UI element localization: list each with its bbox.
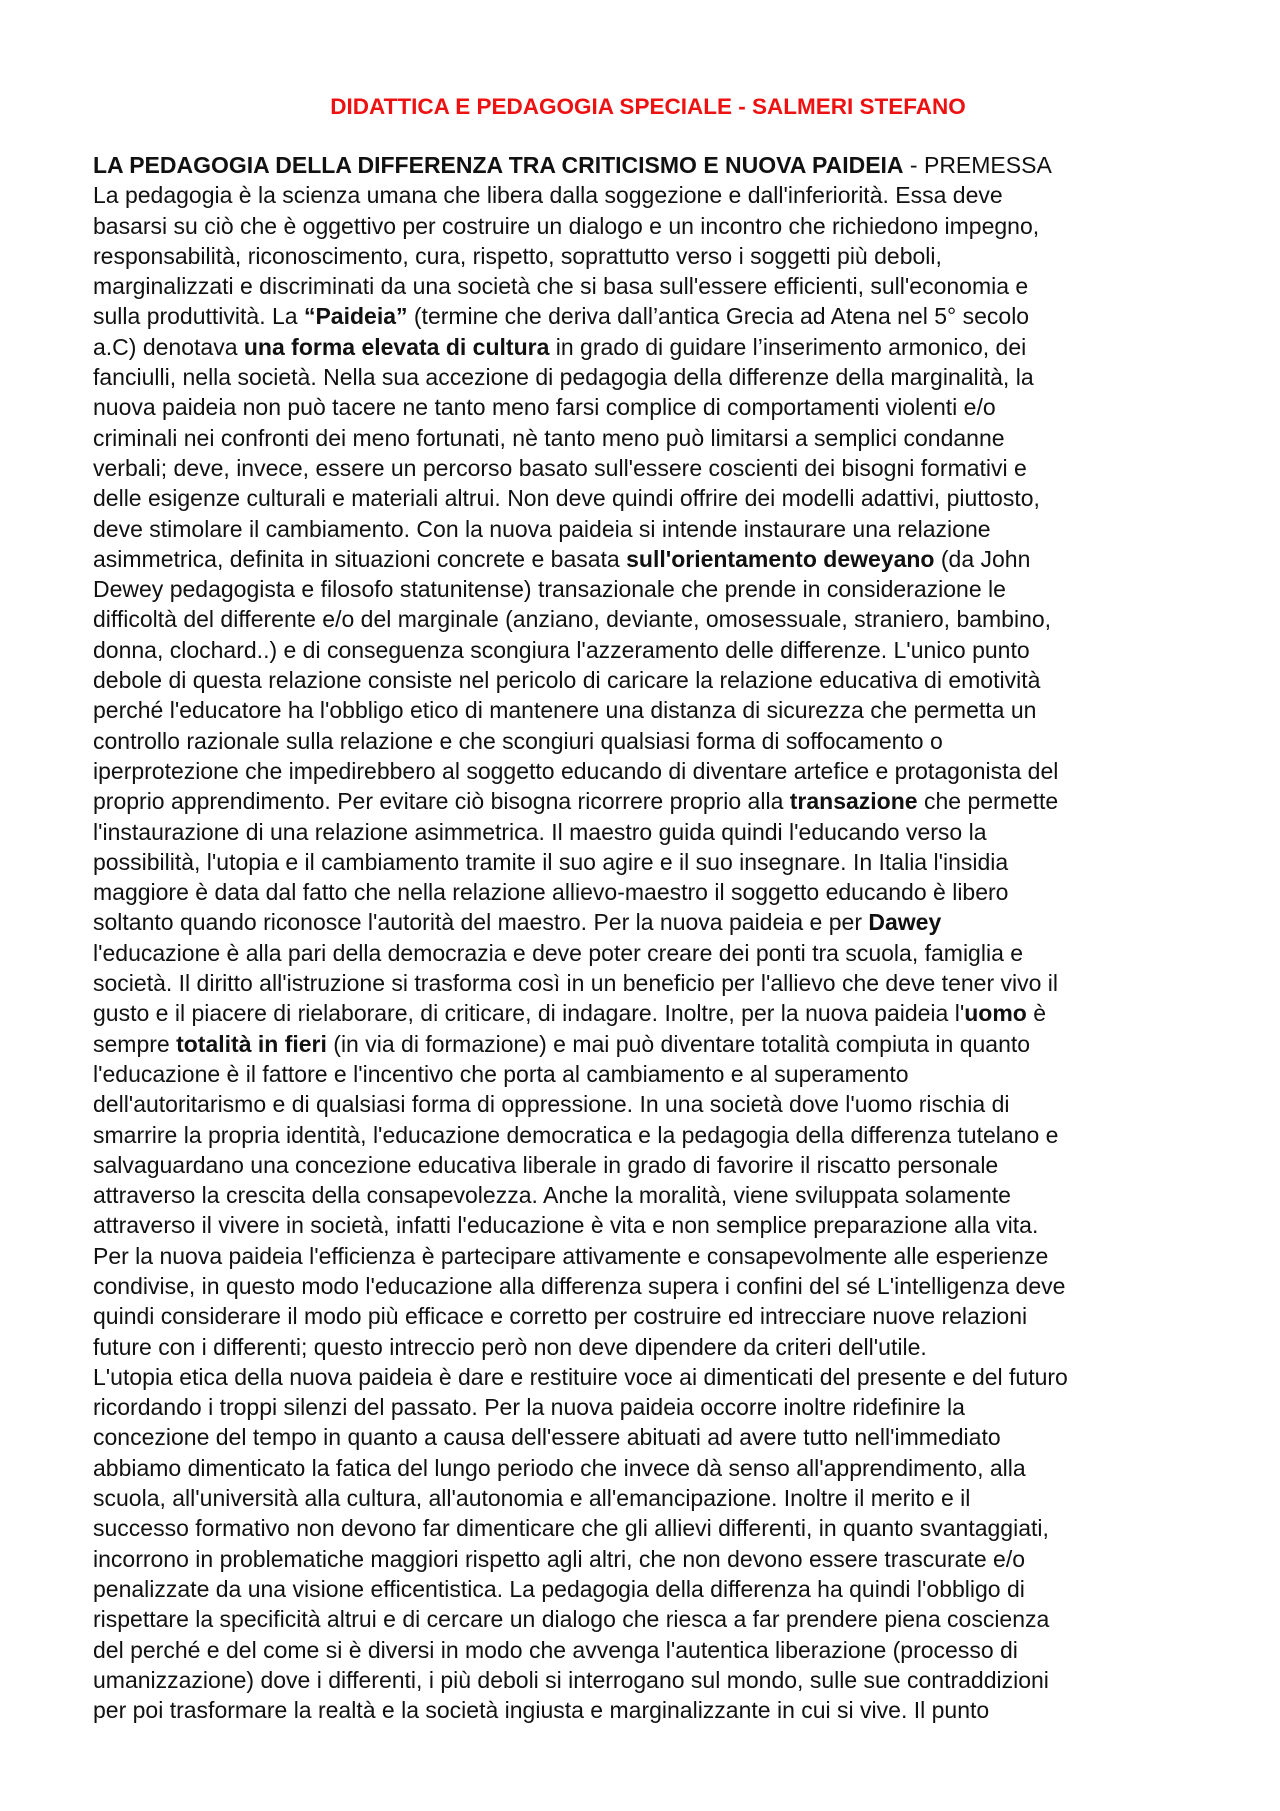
text-line	[93, 211, 1203, 241]
text-line	[93, 1362, 1203, 1392]
text-run: fanciulli, nella società. Nella sua accezione di pedagogia della differenze della marginalità, la	[93, 364, 1034, 391]
text-run: dell'autoritarismo e di qualsiasi forma di oppressione. In una società dove l'uomo rischia di	[93, 1091, 1010, 1118]
text-run: possibilità, l'utopia e il cambiamento tramite il suo agire e il suo insegnare. In Italia l'insidia	[93, 848, 1009, 875]
text-run: per poi trasformare la realtà e la società ingiusta e marginalizzante in cui si vive. Il punto	[93, 1697, 990, 1724]
text-line	[93, 544, 1203, 574]
text-run: debole di questa relazione consiste nel pericolo di caricare la relazione educativa di emotività	[93, 667, 1041, 694]
text-run: marginalizzati e discriminati da una società che si basa sull'essere efficienti, sull'economia e	[93, 273, 1029, 300]
text-line	[93, 574, 1203, 604]
text-run: abbiamo dimenticato la fatica del lungo periodo che invece dà senso all'apprendimento, alla	[93, 1454, 1026, 1481]
text-run: future con i differenti; questo intreccio però non deve dipendere da criteri dell'utile.	[93, 1333, 927, 1360]
text-run: (da John	[934, 545, 1031, 572]
text-line	[93, 907, 1203, 937]
text-run: soltanto quando riconosce l'autorità del maestro. Per la nuova paideia e per	[93, 909, 869, 936]
text-line	[93, 877, 1203, 907]
section-heading-suffix: - PREMESSA	[903, 152, 1052, 178]
text-run: incorrono in problematiche maggiori rispetto agli altri, che non devono essere trascurate e/o	[93, 1545, 1026, 1572]
text-run: proprio apprendimento. Per evitare ciò bisogna ricorrere proprio alla	[93, 788, 790, 815]
text-line	[93, 786, 1203, 816]
text-run: (in via di formazione) e mai può diventare totalità compiuta in quanto	[326, 1030, 1031, 1057]
text-line	[93, 483, 1203, 513]
text-run: (termine che deriva dall’antica Grecia ad Atena nel 5° secolo	[407, 303, 1030, 330]
text-line	[93, 817, 1203, 847]
text-line	[93, 998, 1203, 1028]
text-run: smarrire la propria identità, l'educazione democratica e la pedagogia della differenza tutelano e	[93, 1121, 1059, 1148]
text-run: penalizzate da una visione efficentistica. La pedagogia della differenza ha quindi l'obbligo di	[93, 1575, 1025, 1602]
text-run: Per la nuova paideia l'efficienza è partecipare attivamente e consapevolmente alle esperienze	[93, 1242, 1049, 1269]
section-heading-bold: LA PEDAGOGIA DELLA DIFFERENZA TRA CRITICISMO E NUOVA PAIDEIA	[93, 152, 904, 178]
text-line	[93, 1483, 1203, 1513]
bold-phrase: sull'orientamento deweyano	[626, 545, 935, 572]
text-line	[93, 301, 1203, 331]
text-line	[93, 332, 1203, 362]
text-line	[93, 1665, 1203, 1695]
text-run: umanizzazione) dove i differenti, i più deboli si interrogano sul mondo, sulle sue contraddizioni	[93, 1666, 1049, 1693]
text-line	[93, 1210, 1203, 1240]
text-line	[93, 665, 1203, 695]
text-line	[93, 938, 1203, 968]
bold-phrase: “Paideia”	[303, 303, 408, 330]
text-line	[93, 180, 1203, 210]
text-line	[93, 1120, 1203, 1150]
text-run: ricordando i troppi silenzi del passato. Per la nuova paideia occorre inoltre ridefinire la	[93, 1394, 965, 1421]
text-run: successo formativo non devono far dimenticare che gli allievi differenti, in quanto svantaggiati,	[93, 1515, 1049, 1542]
text-line	[93, 847, 1203, 877]
text-line	[93, 271, 1203, 301]
bold-phrase: totalità in fieri	[176, 1030, 327, 1057]
text-run: è	[1026, 1000, 1047, 1027]
text-line	[93, 726, 1203, 756]
text-line	[93, 514, 1203, 544]
text-run: attraverso la crescita della consapevolezza. Anche la moralità, viene sviluppata solamente	[93, 1182, 1011, 1209]
text-run: nuova paideia non può tacere ne tanto meno farsi complice di comportamenti violenti e/o	[93, 394, 996, 421]
text-line	[93, 1029, 1203, 1059]
text-run: maggiore è data dal fatto che nella relazione allievo-maestro il soggetto educando è libero	[93, 879, 1009, 906]
text-run: controllo razionale sulla relazione e che scongiuri qualsiasi forma di soffocamento o	[93, 727, 943, 754]
text-line	[93, 1059, 1203, 1089]
text-line	[93, 1271, 1203, 1301]
text-run: difficoltà del differente e/o del marginale (anziano, deviante, omosessuale, straniero, bambino,	[93, 606, 1052, 633]
text-run: delle esigenze culturali e materiali altrui. Non deve quindi offrire dei modelli adattivi, piuttosto,	[93, 485, 1040, 512]
text-line	[93, 1695, 1203, 1725]
text-line	[93, 1453, 1203, 1483]
text-line	[93, 1635, 1203, 1665]
text-line	[93, 635, 1203, 665]
text-line	[93, 1180, 1203, 1210]
document-page	[93, 90, 1203, 1725]
text-run: rispettare la specificità altrui e di cercare un dialogo che riesca a far prendere piena coscienza	[93, 1606, 1050, 1633]
text-line	[93, 1422, 1203, 1452]
bold-phrase: transazione	[789, 788, 918, 815]
text-line	[93, 241, 1203, 271]
text-run: salvaguardano una concezione educativa liberale in grado di favorire il riscatto personale	[93, 1151, 999, 1178]
text-run: verbali; deve, invece, essere un percorso basato sull'essere coscienti dei bisogni formativi e	[93, 454, 1027, 481]
text-line	[93, 423, 1203, 453]
text-line	[93, 1089, 1203, 1119]
text-run: del perché e del come si è diversi in modo che avvenga l'autentica liberazione (processo di	[93, 1636, 1018, 1663]
text-run: basarsi su ciò che è oggettivo per costruire un dialogo e un incontro che richiedono impegno,	[93, 212, 1040, 239]
text-run: donna, clochard..) e di conseguenza scongiura l'azzeramento delle differenze. L'unico punto	[93, 636, 1030, 663]
text-run: l'educazione è il fattore e l'incentivo che porta al cambiamento e al superamento	[93, 1060, 909, 1087]
text-run: criminali nei confronti dei meno fortunati, nè tanto meno può limitarsi a semplici condanne	[93, 424, 1005, 451]
text-run: l'instaurazione di una relazione asimmetrica. Il maestro guida quindi l'educando verso la	[93, 818, 987, 845]
text-line	[93, 1332, 1203, 1362]
text-line	[93, 604, 1203, 634]
text-run: perché l'educatore ha l'obbligo etico di mantenere una distanza di sicurezza che permetta un	[93, 697, 1037, 724]
text-run: iperprotezione che impedirebbero al soggetto educando di diventare artefice e protagonista del	[93, 757, 1059, 784]
text-line	[93, 392, 1203, 422]
text-run: responsabilità, riconoscimento, cura, rispetto, soprattutto verso i soggetti più deboli,	[93, 242, 942, 269]
text-line	[93, 1574, 1203, 1604]
document-title: DIDATTICA E PEDAGOGIA SPECIALE - SALMERI STEFANO	[330, 94, 966, 119]
text-line	[93, 1241, 1203, 1271]
text-run: concezione del tempo in quanto a causa dell'essere abituati ad avere tutto nell'immediato	[93, 1424, 1001, 1451]
text-run: Dewey pedagogista e filosofo statunitense) transazionale che prende in considerazione le	[93, 576, 1006, 603]
text-line	[93, 1544, 1203, 1574]
text-run: quindi considerare il modo più efficace e corretto per costruire ed intrecciare nuove relazioni	[93, 1303, 1028, 1330]
bold-phrase: una forma elevata di cultura	[243, 333, 550, 360]
text-line	[93, 1150, 1203, 1180]
text-run: scuola, all'università alla cultura, all'autonomia e all'emancipazione. Inoltre il merito e il	[93, 1485, 971, 1512]
bold-phrase: uomo	[964, 1000, 1027, 1027]
text-run: deve stimolare il cambiamento. Con la nuova paideia si intende instaurare una relazione	[93, 515, 991, 542]
text-run: l'educazione è alla pari della democrazia e deve poter creare dei ponti tra scuola, famiglia e	[93, 939, 1024, 966]
section-heading	[93, 150, 1203, 180]
text-run: asimmetrica, definita in situazioni concrete e basata	[93, 545, 627, 572]
text-line	[93, 1392, 1203, 1422]
text-line	[93, 453, 1203, 483]
text-run: La pedagogia è la scienza umana che libera dalla soggezione e dall'inferiorità. Essa deve	[93, 182, 1003, 209]
text-line	[93, 756, 1203, 786]
text-run: che permette	[917, 788, 1059, 815]
text-run: gusto e il piacere di rielaborare, di criticare, di indagare. Inoltre, per la nuova paideia l'	[93, 1000, 965, 1027]
text-line	[93, 968, 1203, 998]
text-run: a.C) denotava	[93, 333, 244, 360]
text-run: sulla produttività. La	[93, 303, 304, 330]
text-run: sempre	[93, 1030, 177, 1057]
body-text	[93, 180, 1203, 1725]
bold-phrase: Dawey	[868, 909, 942, 936]
text-line	[93, 1604, 1203, 1634]
text-run: in grado di guidare l’inserimento armonico, dei	[549, 333, 1027, 360]
text-run: L'utopia etica della nuova paideia è dare e restituire voce ai dimenticati del presente e del futuro	[93, 1363, 1068, 1390]
text-run: attraverso il vivere in società, infatti l'educazione è vita e non semplice preparazione alla vita.	[93, 1212, 1039, 1239]
text-line	[93, 362, 1203, 392]
text-run: condivise, in questo modo l'educazione alla differenza supera i confini del sé L'intelligenza deve	[93, 1272, 1066, 1299]
text-run: società. Il diritto all'istruzione si trasforma così in un beneficio per l'allievo che deve tener vivo il	[93, 970, 1059, 997]
text-line	[93, 1513, 1203, 1543]
text-line	[93, 695, 1203, 725]
text-line	[93, 1301, 1203, 1331]
